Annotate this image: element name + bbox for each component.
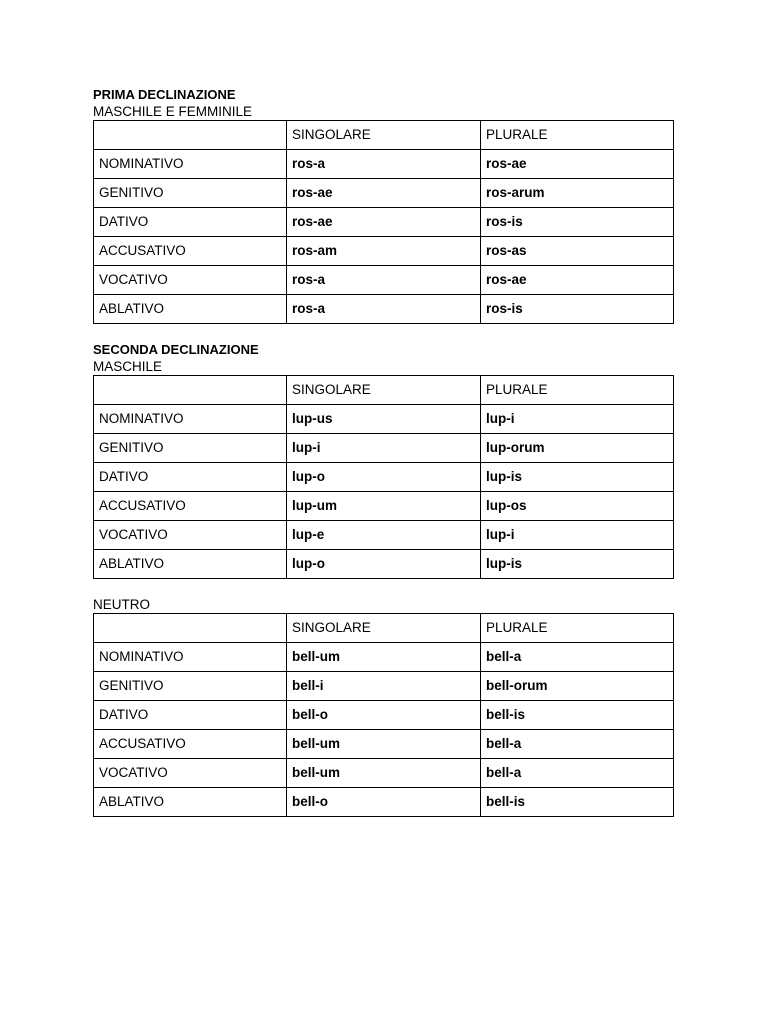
- plural-form-cell: bell-a: [481, 759, 674, 788]
- section-spacer: [93, 324, 673, 341]
- singular-form-cell: ros-a: [287, 150, 481, 179]
- table-row: [94, 643, 674, 672]
- section-spacer: [93, 579, 673, 596]
- singular-form-cell: bell-o: [287, 788, 481, 817]
- singular-form-cell: lup-o: [287, 550, 481, 579]
- singular-form-cell: ros-a: [287, 295, 481, 324]
- case-cell: GENITIVO: [94, 434, 287, 463]
- header-cell-plural: PLURALE: [481, 614, 674, 643]
- plural-form-cell: bell-orum: [481, 672, 674, 701]
- table-row: [94, 492, 674, 521]
- singular-form-cell: lup-o: [287, 463, 481, 492]
- singular-form-cell: ros-ae: [287, 208, 481, 237]
- case-cell: GENITIVO: [94, 672, 287, 701]
- singular-form-cell: ros-a: [287, 266, 481, 295]
- case-cell: NOMINATIVO: [94, 150, 287, 179]
- case-cell: ABLATIVO: [94, 295, 287, 324]
- plural-form-cell: lup-i: [481, 405, 674, 434]
- case-cell: VOCATIVO: [94, 266, 287, 295]
- singular-form-cell: ros-ae: [287, 179, 481, 208]
- declension-table: [93, 120, 674, 324]
- header-cell-empty: [94, 121, 287, 150]
- plural-form-cell: lup-is: [481, 550, 674, 579]
- singular-form-cell: bell-um: [287, 730, 481, 759]
- singular-form-cell: bell-o: [287, 701, 481, 730]
- section-first-declension: [93, 86, 673, 324]
- case-cell: DATIVO: [94, 701, 287, 730]
- header-cell-plural: PLURALE: [481, 376, 674, 405]
- singular-form-cell: bell-um: [287, 643, 481, 672]
- header-cell-singular: SINGOLARE: [287, 614, 481, 643]
- section-title: PRIMA DECLINAZIONE: [93, 87, 236, 102]
- declension-table: [93, 375, 674, 579]
- singular-form-cell: ros-am: [287, 237, 481, 266]
- table-row: [94, 237, 674, 266]
- case-cell: ABLATIVO: [94, 788, 287, 817]
- table-row: [94, 672, 674, 701]
- case-cell: DATIVO: [94, 463, 287, 492]
- plural-form-cell: lup-is: [481, 463, 674, 492]
- plural-form-cell: lup-i: [481, 521, 674, 550]
- plural-form-cell: ros-is: [481, 208, 674, 237]
- declension-table: [93, 613, 674, 817]
- table-header-row: [94, 614, 674, 643]
- table-row: [94, 266, 674, 295]
- case-cell: NOMINATIVO: [94, 643, 287, 672]
- plural-form-cell: bell-is: [481, 788, 674, 817]
- table-header-row: [94, 121, 674, 150]
- table-row: [94, 208, 674, 237]
- plural-form-cell: ros-arum: [481, 179, 674, 208]
- section-subtitle: MASCHILE: [93, 359, 163, 374]
- case-cell: ABLATIVO: [94, 550, 287, 579]
- table-header-row: [94, 376, 674, 405]
- case-cell: DATIVO: [94, 208, 287, 237]
- singular-form-cell: bell-i: [287, 672, 481, 701]
- document-page: [93, 86, 673, 817]
- plural-form-cell: bell-a: [481, 643, 674, 672]
- case-cell: VOCATIVO: [94, 521, 287, 550]
- singular-form-cell: lup-um: [287, 492, 481, 521]
- plural-form-cell: lup-os: [481, 492, 674, 521]
- table-row: [94, 463, 674, 492]
- section-subtitle: NEUTRO: [93, 597, 150, 612]
- plural-form-cell: bell-is: [481, 701, 674, 730]
- header-cell-plural: PLURALE: [481, 121, 674, 150]
- plural-form-cell: lup-orum: [481, 434, 674, 463]
- plural-form-cell: ros-ae: [481, 266, 674, 295]
- header-cell-singular: SINGOLARE: [287, 376, 481, 405]
- header-cell-singular: SINGOLARE: [287, 121, 481, 150]
- plural-form-cell: bell-a: [481, 730, 674, 759]
- table-row: [94, 295, 674, 324]
- table-row: [94, 550, 674, 579]
- case-cell: GENITIVO: [94, 179, 287, 208]
- case-cell: ACCUSATIVO: [94, 730, 287, 759]
- case-cell: ACCUSATIVO: [94, 237, 287, 266]
- table-row: [94, 788, 674, 817]
- section-subtitle: MASCHILE E FEMMINILE: [93, 104, 253, 119]
- section-second-declension-neuter: [93, 596, 673, 817]
- table-row: [94, 434, 674, 463]
- case-cell: ACCUSATIVO: [94, 492, 287, 521]
- table-row: [94, 405, 674, 434]
- case-cell: VOCATIVO: [94, 759, 287, 788]
- section-title: SECONDA DECLINAZIONE: [93, 342, 259, 357]
- singular-form-cell: lup-i: [287, 434, 481, 463]
- table-row: [94, 521, 674, 550]
- plural-form-cell: ros-as: [481, 237, 674, 266]
- table-row: [94, 179, 674, 208]
- table-row: [94, 730, 674, 759]
- table-row: [94, 150, 674, 179]
- table-row: [94, 759, 674, 788]
- plural-form-cell: ros-is: [481, 295, 674, 324]
- singular-form-cell: lup-us: [287, 405, 481, 434]
- table-row: [94, 701, 674, 730]
- singular-form-cell: lup-e: [287, 521, 481, 550]
- plural-form-cell: ros-ae: [481, 150, 674, 179]
- header-cell-empty: [94, 376, 287, 405]
- case-cell: NOMINATIVO: [94, 405, 287, 434]
- section-second-declension-masculine: [93, 341, 673, 579]
- singular-form-cell: bell-um: [287, 759, 481, 788]
- header-cell-empty: [94, 614, 287, 643]
